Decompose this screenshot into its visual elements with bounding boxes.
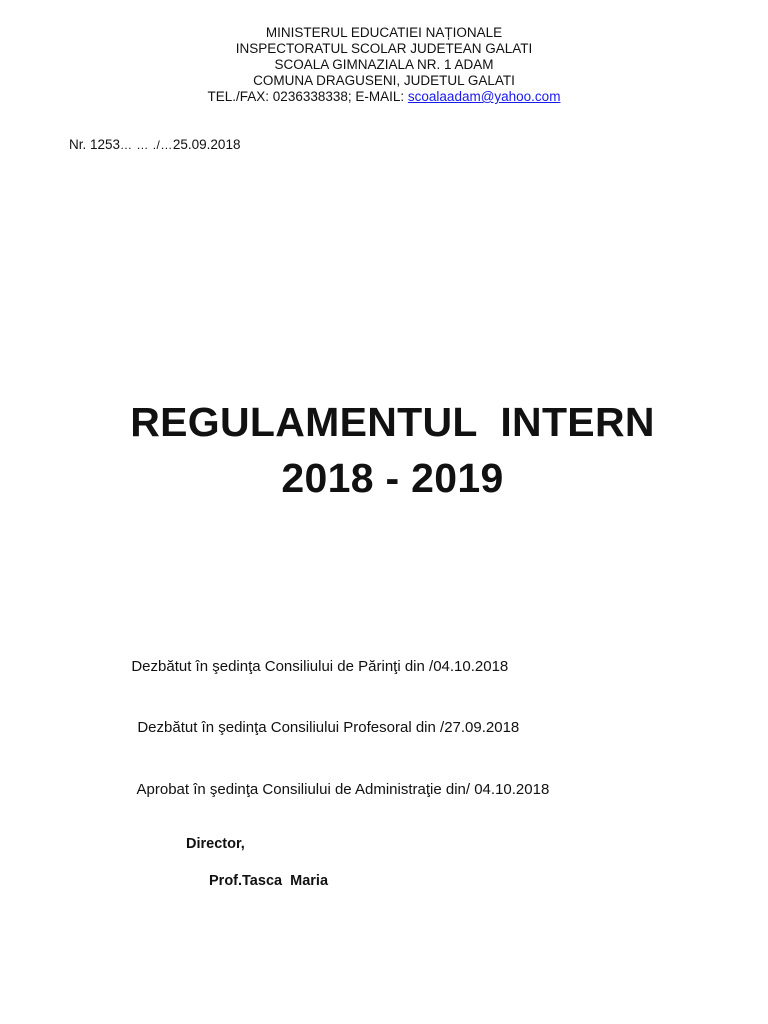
email-link[interactable]: scoalaadam@yahoo.com xyxy=(407,89,561,104)
document-title xyxy=(0,394,768,506)
contact-line xyxy=(0,89,768,105)
approval-text: Aprobat în şedinţa Consiliului de Administraţie din/ xyxy=(136,781,475,798)
commune-name: COMUNA DRAGUSENI, JUDETUL GALATI xyxy=(253,73,515,88)
approval-text: Dezbătut în şedinţa Consiliului de Părinţi din / xyxy=(131,658,434,675)
inspectorate-name: INSPECTORATUL SCOLAR JUDETEAN GALATI xyxy=(235,41,533,56)
approval-teachers-council xyxy=(129,702,519,736)
school-name: SCOALA GIMNAZIALA NR. 1 ADAM xyxy=(274,57,494,72)
title-line-1: REGULAMENTUL INTERN xyxy=(130,399,655,445)
director-role: Director, xyxy=(186,836,245,852)
contact-phone: TEL./FAX: 0236338338; E-MAIL: xyxy=(207,89,408,104)
registration-dots: … … ./… xyxy=(120,138,173,152)
title-line-2: 2018 - 2019 xyxy=(281,455,504,501)
registration-number xyxy=(69,137,240,152)
approval-date: 04.10.2018 xyxy=(474,781,550,798)
director-name: Prof.Tasca Maria xyxy=(209,873,329,889)
registration-prefix: Nr. 1253 xyxy=(69,137,121,152)
approval-date: 27.09.2018 xyxy=(444,719,520,736)
document-header xyxy=(0,25,768,105)
ministry-name: MINISTERUL EDUCATIEI NAȚIONALE xyxy=(265,25,503,40)
approval-text: Dezbătut în şedinţa Consiliului Profesoral din / xyxy=(137,719,445,736)
approval-administration-council xyxy=(129,764,549,798)
approval-parents-council xyxy=(123,641,508,675)
registration-date: 25.09.2018 xyxy=(172,137,241,152)
approval-date: 04.10.2018 xyxy=(433,658,509,675)
